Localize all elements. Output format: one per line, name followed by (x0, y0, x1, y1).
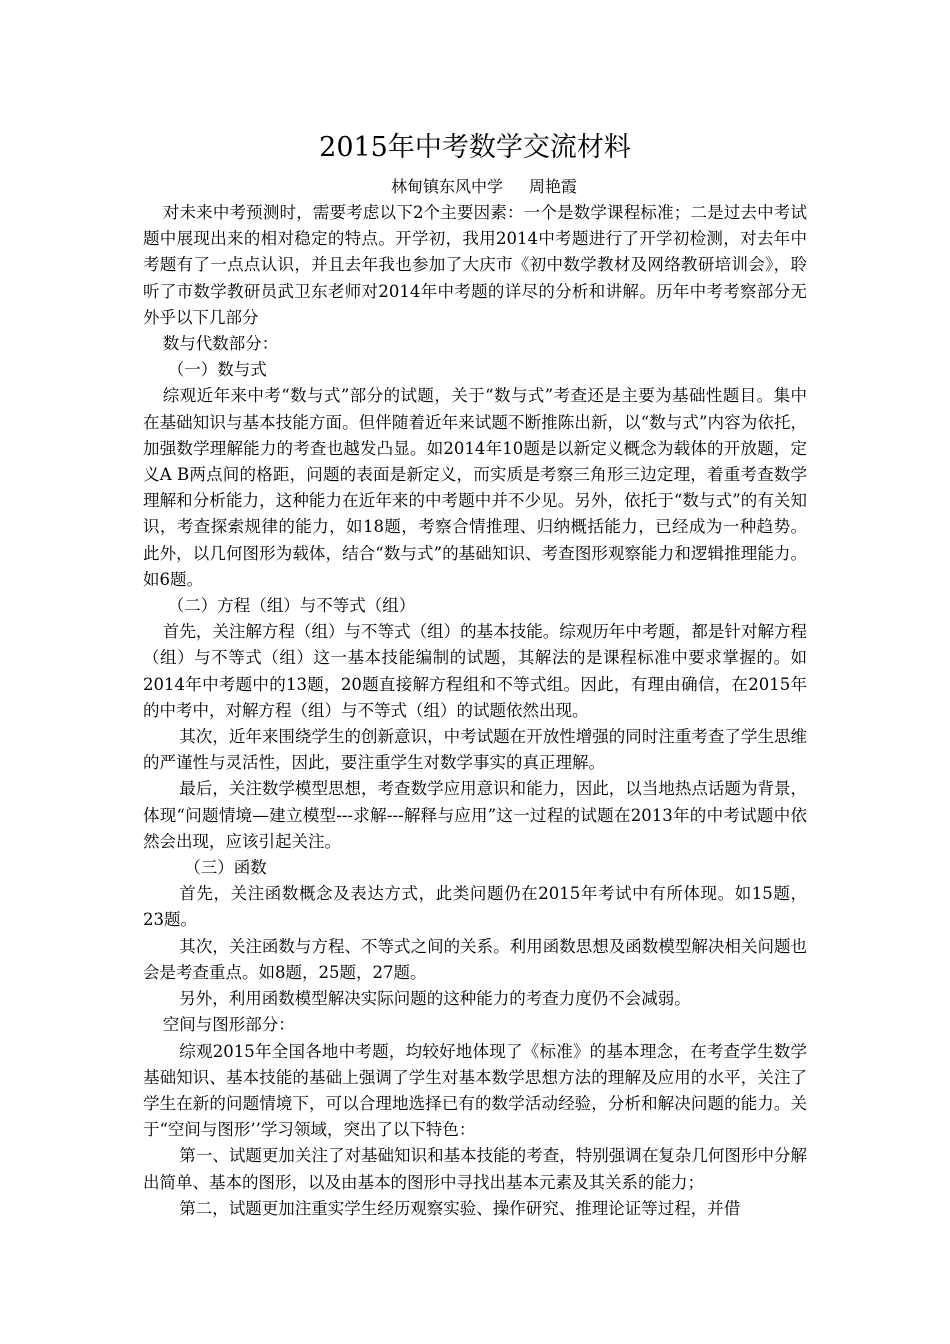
paragraph-geometry-first: 第一、试题更加关注了对基础知识和基本技能的考查，特别强调在复杂几何图形中分解出简单、基本的图形，以及由基本的图形中寻找出基本元素及其关系的能力； (143, 1146, 807, 1192)
paragraph-functions-other: 另外，利用函数模型解决实际问题的这种能力的考查力度仍不会减弱。 (179, 989, 691, 1009)
subsection-heading-equations-inequalities: （二）方程（组）与不等式（组） (167, 596, 416, 616)
paragraph-equations-first: 首先，关注解方程（组）与不等式（组）的基本技能。综观历年中考题，都是针对解方程（组）与不等式（组）这一基本技能编制的试题，其解法的是课程标准中要求掌握的。如2014年中考题中的13题，20题直接解方程组和不等式组。因此，有理由确信，在2015年的中考中，对解方程（组）与不等式（组）的试题依然出现。 (143, 622, 807, 720)
subsection-heading-numbers-expressions: （一）数与式 (167, 360, 267, 380)
subsection-heading-functions: （三）函数 (184, 858, 267, 878)
section-heading-space-geometry: 空间与图形部分： (162, 1015, 295, 1035)
paragraph-numbers-expressions: 综观近年来中考“数与式”部分的试题，关于“数与式”考查还是主要为基础性题目。集中在基础知识与基本技能方面。但伴随着近年来试题不断推陈出新，以“数与式”内容为依托，加强数学理解能力的考查也越发凸显。如2014年10题是以新定义概念为载体的开放题，定义A B两点间的格距，问题的表面是新定义，而实质是考察三角形三边定理，着重考查数学理解和分析能力，这种能力在近年来的中考题中并不少见。另外，依托于“数与式”的有关知识，考查探索规律的能力，如18题，考察合情推理、归纳概括能力，已经成为一种趋势。此外，以几何图形为载体，结合“数与式”的基础知识、考查图形观察能力和逻辑推理能力。如6题。 (143, 386, 807, 589)
paragraph-equations-last: 最后，关注数学模型思想，考查数学应用意识和能力，因此，以当地热点话题为背景，体现“问题情境—建立模型---求解---解释与应用”这一过程的试题在2013年的中考试题中依然会出现，应该引起关注。 (143, 779, 807, 851)
author-name: 周艳霞 (529, 177, 578, 196)
paragraph-geometry-overview: 综观2015年全国各地中考题，均较好地体现了《标准》的基本理念，在考查学生数学基础知识、基本技能的基础上强调了学生对基本数学思想方法的理解及应用的水平，关注了学生在新的问题情境下，可以合理地选择已有的数学活动经验，分析和解决问题的能力。关于“空间与图形’’学习领域，突出了以下特色： (143, 1041, 807, 1140)
author-school: 林甸镇东风中学 (390, 177, 503, 196)
document-page (143, 128, 807, 1222)
paragraph-functions-second: 其次，关注函数与方程、不等式之间的关系。利用函数思想及函数模型解决相关问题也会是考查重点。如8题，25题，27题。 (143, 936, 807, 982)
intro-paragraph: 对未来中考预测时，需要考虑以下2个主要因素：一个是数学课程标准；二是过去中考试题中展现出来的相对稳定的特点。开学初，我用2014中考题进行了开学初检测，对去年中考题有了一点点认识，并且去年我也参加了大庆市《初中数学教材及网络教研培训会》，聆听了市数学教研员武卫东老师对2014年中考题的详尽的分析和讲解。历年中考考察部分无外乎以下几部分 (143, 203, 807, 327)
section-heading-number-algebra: 数与代数部分： (162, 334, 279, 354)
document-title: 2015年中考数学交流材料 (319, 132, 631, 163)
paragraph-geometry-second: 第二，试题更加注重实学生经历观察实验、操作研究、推理论证等过程，并借 (179, 1198, 741, 1218)
paragraph-equations-second: 其次，近年来围绕学生的创新意识，中考试题在开放性增强的同时注重考查了学生思维的严谨性与灵活性，因此，要注重学生对数学事实的真正理解。 (143, 727, 807, 773)
author-line (143, 174, 807, 200)
paragraph-functions-first: 首先，关注函数概念及表达方式，此类问题仍在2015年考试中有所体现。如15题，23题。 (143, 884, 807, 930)
